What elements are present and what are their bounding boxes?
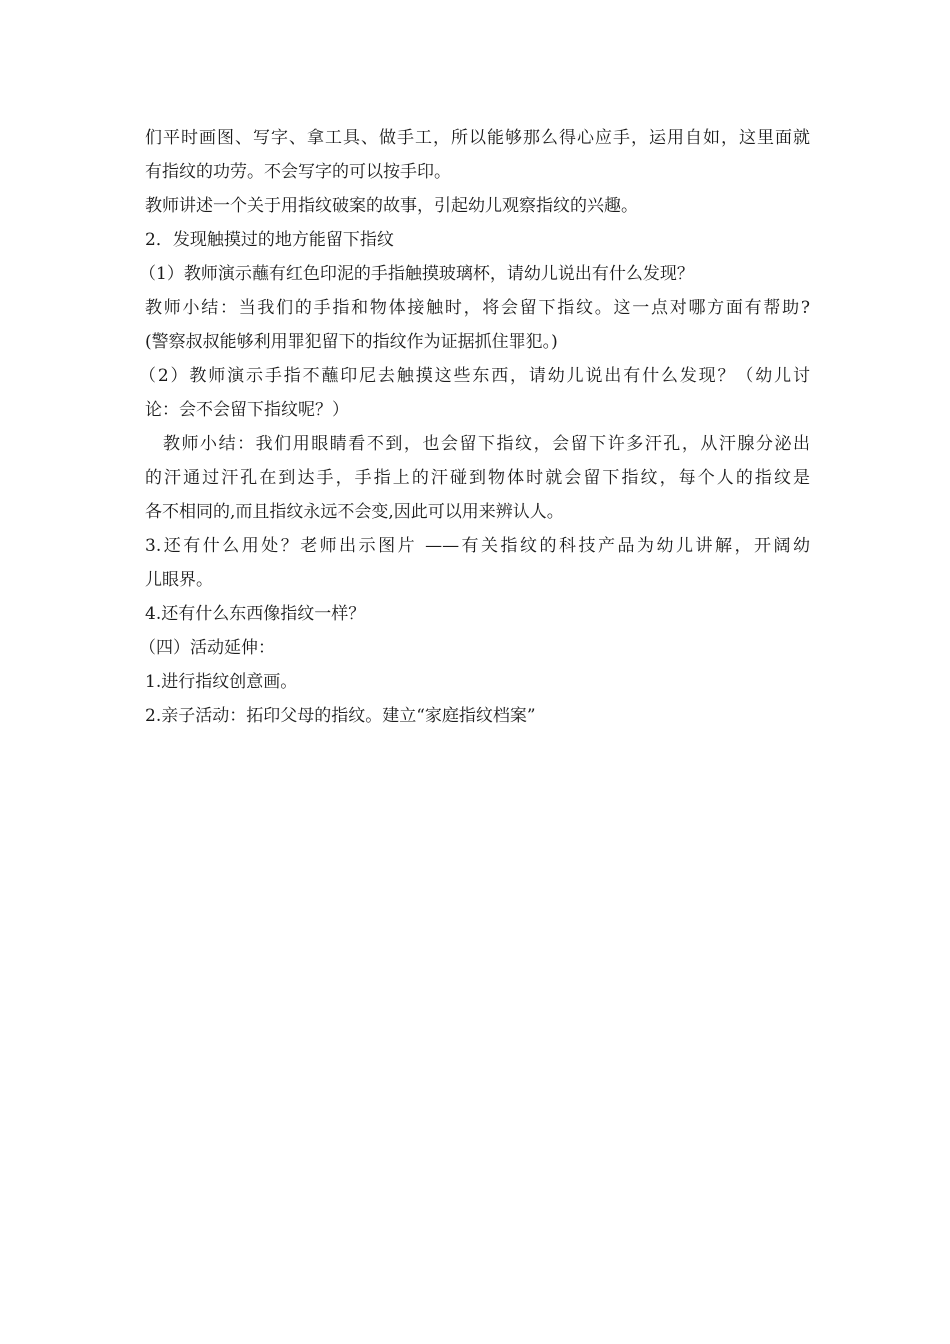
paragraph-line: 的汗通过汗孔在到达手，手指上的汗碰到物体时就会留下指纹，每个人的指纹是 bbox=[145, 468, 810, 488]
paragraph-line: 论：会不会留下指纹呢？） bbox=[145, 400, 349, 420]
step-line: （1）教师演示蘸有红色印泥的手指触摸玻璃杯，请幼儿说出有什么发现？ bbox=[139, 264, 694, 284]
paragraph-line: 各不相同的,而且指纹永远不会变,因此可以用来辨认人。 bbox=[145, 502, 564, 522]
section-heading: 2．发现触摸过的地方能留下指纹 bbox=[145, 230, 394, 250]
step-line: （2）教师演示手指不蘸印尼去触摸这些东西，请幼儿说出有什么发现？（幼儿讨 bbox=[139, 366, 810, 386]
paragraph-line: 教师讲述一个关于用指纹破案的故事，引起幼儿观察指纹的兴趣。 bbox=[145, 196, 638, 216]
section-heading: 4.还有什么东西像指纹一样？ bbox=[145, 604, 366, 624]
paragraph-line: 有指纹的功劳。不会写字的可以按手印。 bbox=[145, 162, 451, 182]
section-heading: （四）活动延伸： bbox=[139, 638, 275, 658]
paragraph-line: 儿眼界。 bbox=[145, 570, 213, 590]
paragraph-line: 们平时画图、写字、拿工具、做手工，所以能够那么得心应手，运用自如，这里面就 bbox=[145, 128, 810, 148]
paragraph-line: 教师小结：当我们的手指和物体接触时，将会留下指纹。这一点对哪方面有帮助? bbox=[145, 298, 810, 318]
paragraph-line: (警察叔叔能够利用罪犯留下的指纹作为证据抓住罪犯。) bbox=[145, 332, 558, 352]
list-item: 1.进行指纹创意画。 bbox=[145, 672, 298, 692]
document-body bbox=[139, 125, 810, 737]
list-item: 2.亲子活动：拓印父母的指纹。建立“家庭指纹档案” bbox=[145, 706, 536, 726]
paragraph-line: 教师小结：我们用眼睛看不到，也会留下指纹，会留下许多汗孔，从汗腺分泌出 bbox=[163, 434, 810, 454]
section-heading: 3.还有什么用处？老师出示图片 ——有关指纹的科技产品为幼儿讲解，开阔幼 bbox=[145, 536, 810, 556]
